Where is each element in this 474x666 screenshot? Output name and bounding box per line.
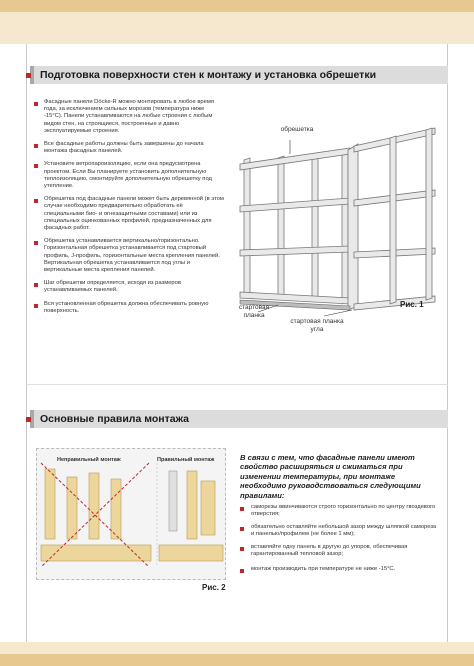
section1-marker xyxy=(26,73,31,78)
bullet-marker xyxy=(34,241,38,245)
list-item xyxy=(34,141,224,155)
list-item xyxy=(34,99,224,135)
label-start-strip: стартовая планка xyxy=(238,304,270,319)
lathing-frame-drawing xyxy=(230,120,445,320)
bullet-marker xyxy=(34,164,38,168)
mounting-figure xyxy=(36,448,226,580)
rule-text: монтаж производить при температуре не ниже -15°С. xyxy=(251,566,396,572)
section1-bullets xyxy=(34,99,224,321)
bullet-marker xyxy=(240,507,244,511)
mounting-drawing xyxy=(37,449,227,581)
section2-header xyxy=(30,410,448,428)
label-lathing: обрешетка xyxy=(280,126,314,133)
bullet-text: Фасадные панели Döcke-R можно монтировать в любое время года, за исключением сильных морозов (температура ниже -15°С). Панели устанавливаются на любые строения с любым видом стен, на строящиеся, построенные и давно эксплуатируемые строения. xyxy=(44,99,214,134)
rule-text: саморезы ввинчиваются строго горизонтально по центру гвоздевого отверстия; xyxy=(251,504,436,518)
bullet-marker xyxy=(34,283,38,287)
section-divider xyxy=(26,384,448,385)
bullet-text: Шаг обрешетки определяется, исходя из размеров устанавливаемых панелей. xyxy=(44,280,181,294)
bullet-marker xyxy=(240,569,244,573)
bullet-text: Установите ветропароизоляцию, если она предусмотрена проектом. Если Вы планируете установить дополнительную теплоизоляцию, смонтируйте дополнительную обрешетку под утепление. xyxy=(44,161,212,190)
bullet-marker xyxy=(34,304,38,308)
bullet-marker xyxy=(34,199,38,203)
list-item xyxy=(34,301,224,315)
list-item xyxy=(34,280,224,294)
bullet-text: Обрешетка устанавливается вертикально/горизонтально. Горизонтальная обрешетка устанавливается под стартовый профиль, J-профиль, горизонтальные места крепления панелей. Вертикальная обрешетка устанавливается под углы и вертикальные места крепления панелей. xyxy=(44,238,220,274)
list-item xyxy=(34,161,224,190)
label-start-strip-corner: стартовая планка угла xyxy=(290,318,344,333)
section2-title: Основные правила монтажа xyxy=(40,413,189,425)
list-item xyxy=(240,524,440,538)
bottom-decor-strip xyxy=(0,654,474,666)
section1-header xyxy=(30,66,448,84)
top-decor-strip xyxy=(0,0,474,12)
wrong-mounting-title: Неправильный монтаж xyxy=(57,457,121,463)
figure2-caption: Рис. 2 xyxy=(202,583,226,592)
list-item xyxy=(240,566,440,573)
list-item xyxy=(34,238,224,274)
right-mounting-title: Правильный монтаж xyxy=(157,457,215,463)
rules-intro: В связи с тем, что фасадные панели имеют свойство расширяться и сжиматься при изменении температуры, при монтаже необходимо руководствоваться следующими правилами: xyxy=(240,453,421,500)
bullet-marker xyxy=(34,144,38,148)
bullet-marker xyxy=(240,547,244,551)
rule-text: обязательно оставляйте небольшой зазор между шляпкой самореза и панелью/профилем (не более 1 мм); xyxy=(251,524,437,538)
figure1-caption: Рис. 1 xyxy=(400,300,424,309)
list-item xyxy=(240,504,440,518)
bullet-text: Все фасадные работы должны быть завершены до начала монтажа фасадных панелей. xyxy=(44,141,204,155)
section2-marker xyxy=(26,417,31,422)
bullet-marker xyxy=(34,102,38,106)
rule-text: вставляйте одну панель в другую до упоров, обеспечивая гарантированный тепловой зазор; xyxy=(251,544,408,558)
bullet-marker xyxy=(240,527,244,531)
bullet-text: Вся установленная обрешетка должна обеспечивать ровную поверхность. xyxy=(44,300,209,314)
list-item xyxy=(34,196,224,232)
section1-title: Подготовка поверхности стен к монтажу и установка обрешетки xyxy=(40,69,377,81)
list-item xyxy=(240,544,440,558)
bullet-text: Обрешетка под фасадные панели может быть деревянной (в этом случае необходимо предварительно обработать её специальными био- и огнезащитными составами) или из специальных оцинкованных профилей, предназначенных для фасадных работ. xyxy=(44,196,224,232)
